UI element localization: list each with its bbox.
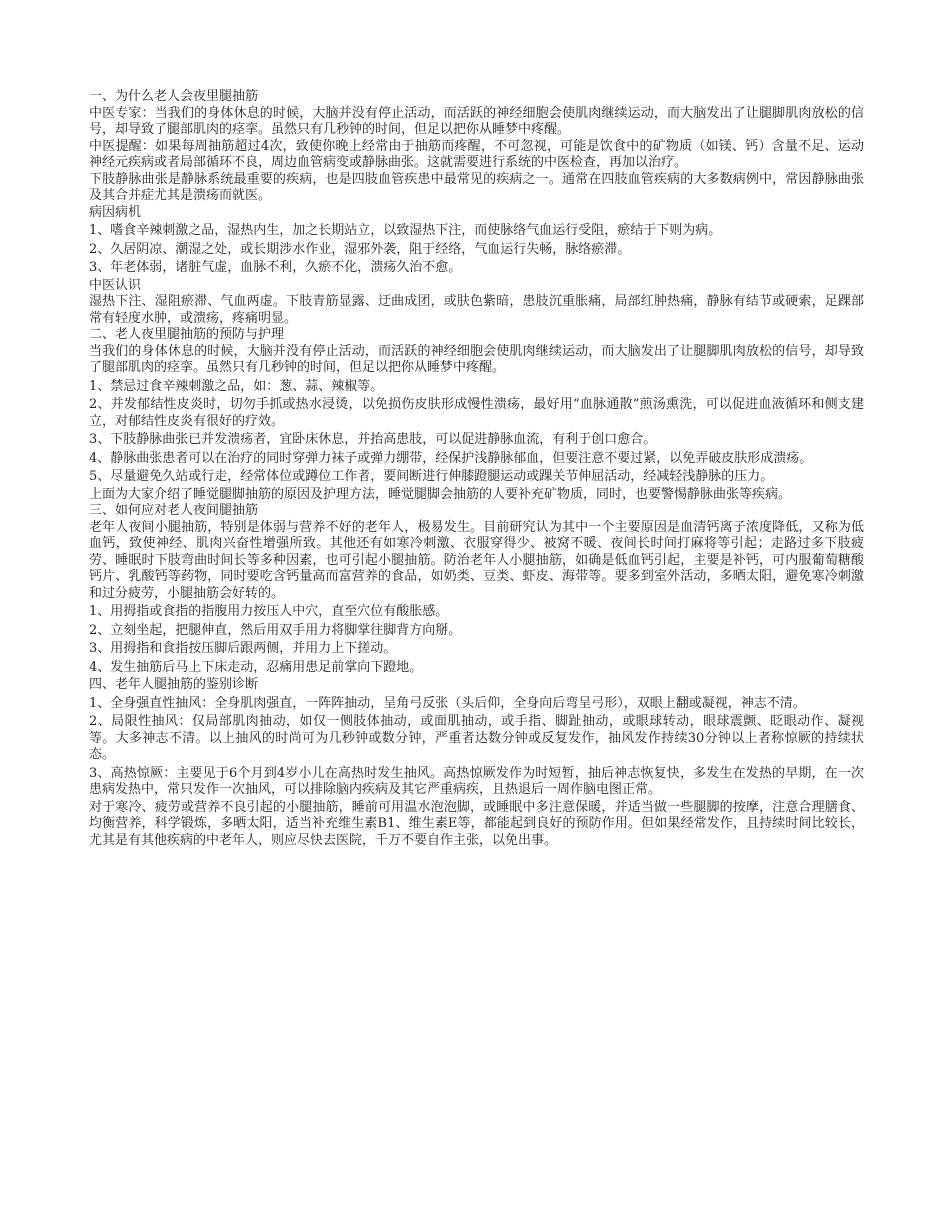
list-item: 1、全身强直性抽风：全身肌肉强直，一阵阵抽动，呈角弓反张（头后仰，全身向后弯呈弓形），双眼上翻或凝视，神志不清。 xyxy=(89,695,806,711)
section-heading: 病因病机 xyxy=(89,204,142,220)
list-item: 5、尽量避免久站或行走，经常体位或蹲位工作者，要间断进行伸膝蹬腿运动或踝关节伸屈活动，经减轻浅静脉的压力。 xyxy=(89,469,774,484)
document-body xyxy=(89,89,864,849)
list-item: 2、立刻坐起，把腿伸直，然后用双手用力将脚掌往脚背方向掰。 xyxy=(89,622,462,638)
list-item: 3、高热惊厥：主要见于6个月到4岁小儿在高热时发生抽风。高热惊厥发作为时短暂，抽后神志恢复快，多发生在发热的早期，在一次患病发热中，常只发作一次抽风，可以排除脑内疾病及其它严重病疾，且热退后一周作脑电图正常。 xyxy=(89,765,864,797)
list-item: 3、年老体弱，诸脏气虚，血脉不利，久瘀不化，溃疡久治不愈。 xyxy=(89,260,462,275)
list-item: 4、发生抽筋后马上下床走动，忍痛用患足前掌向下蹬地。 xyxy=(89,659,423,675)
paragraph: 当我们的身体休息的时候，大脑并没有停止活动，而活跃的神经细胞会使肌肉继续运动，而大脑发出了让腿脚肌肉放松的信号，却导致了腿部肌肉的痉挛。虽然只有几秒钟的时间，但足以把你从睡梦中疼醒。 xyxy=(89,343,864,375)
list-item: 3、用拇指和食指按压脚后跟两侧，并用力上下搓动。 xyxy=(89,641,397,656)
list-item: 2、局限性抽风：仅局部肌肉抽动，如仅一侧肢体抽动，或面肌抽动，或手指、脚趾抽动，或眼球转动，眼球震颤、眨眼动作、凝视等。大多神志不清。以上抽风的时尚可为几秒钟或数分钟，严重者达数分钟或反复发作，抽风发作持续30分钟以上者称惊厥的持续状态。 xyxy=(89,714,864,762)
list-item: 1、禁忌过食辛辣刺激之品，如：葱、蒜、辣椒等。 xyxy=(89,378,384,394)
list-item: 4、静脉曲张患者可以在治疗的同时穿弹力袜子或弹力绷带，经保护浅静脉郁血，但要注意不要过紧，以免弄破皮肤形成溃疡。 xyxy=(89,450,813,466)
list-item: 2、久居阴凉、潮湿之处，或长期涉水作业，湿邪外袭，阻于经络，气血运行失畅，脉络瘀滞。 xyxy=(89,241,631,257)
list-item: 3、下肢静脉曲张已并发溃疡者，宜卧床休息，并抬高患肢，可以促进静脉血流，有利于创口愈合。 xyxy=(89,432,657,447)
section-heading: 二、老人夜里腿抽筋的预防与护理 xyxy=(89,327,285,342)
section-heading: 三、如何应对老人夜间腿抽筋 xyxy=(89,503,259,518)
paragraph: 中医提醒：如果每周抽筋超过4次，致使你晚上经常由于抽筋而疼醒，不可忽视，可能是饮食中的矿物质（如镁、钙）含量不足、运动神经元疾病或者局部循环不良，周边血管病变或静脉曲张。这就需要进行系统的中医检查，再加以治疗。 xyxy=(89,138,864,170)
paragraph: 上面为大家介绍了睡觉腿脚抽筋的原因及护理方法，睡觉腿脚会抽筋的人要补充矿物质，同时，也要警惕静脉曲张等疾病。 xyxy=(89,486,792,502)
list-item: 2、并发郁结性皮炎时，切勿手抓或热水浸烫，以免损伤皮肤形成慢性溃疡，最好用“血脉通散”煎汤熏洗，可以促进血液循环和侧支建立，对郁结性皮炎有很好的疗效。 xyxy=(89,397,864,429)
section-heading: 一、为什么老人会夜里腿抽筋 xyxy=(89,89,259,104)
paragraph: 中医专家：当我们的身体休息的时候，大脑并没有停止活动，而活跃的神经细胞会使肌肉继续运动，而大脑发出了让腿脚肌肉放松的信号，却导致了腿部肌肉的痉挛。虽然只有几秒钟的时间，但足以把你从睡梦中疼醒。 xyxy=(89,105,864,137)
list-item: 1、用拇指或食指的指腹用力按压人中穴，直至穴位有酸胀感。 xyxy=(89,604,449,619)
list-item: 1、嗜食辛辣刺激之品，湿热内生，加之长期站立，以致湿热下注，而使脉络气血运行受阻，瘀结于下则为病。 xyxy=(89,223,722,238)
paragraph: 对于寒冷、疲劳或营养不良引起的小腿抽筋，睡前可用温水泡泡脚，或睡眠中多注意保暖，并适当做一些腿脚的按摩，注意合理膳食、均衡营养，科学锻炼，多晒太阳，适当补充维生素B1、维生素E等，都能起到良好的预防作用。但如果经常发作，且持续时间比较长，尤其是有其他疾病的中老年人，则应尽快去医院，千万不要自作主张，以免出事。 xyxy=(89,799,864,848)
section-heading: 中医认识 xyxy=(89,277,142,293)
section-heading: 四、老年人腿抽筋的鉴别诊断 xyxy=(89,677,259,692)
paragraph: 老年人夜间小腿抽筋，特别是体弱与营养不好的老年人，极易发生。目前研究认为其中一个主要原因是血清钙离子浓度降低，又称为低血钙，致使神经、肌肉兴奋性增强所致。其他还有如寒冷刺激、衣服穿得少、被窝不暖、夜间长时间打麻将等引起；走路过多下肢疲劳、睡眠时下肢弯曲时间长等多种因素，也可引起小腿抽筋。防治老年人小腿抽筋，如确是低血钙引起，主要是补钙，可内服葡萄糖酸钙片、乳酸钙等药物，同时要吃含钙量高而富营养的食品，如奶类、豆类、虾皮、海带等。要多到室外活动，多晒太阳，避免寒冷刺激和过分疲劳，小腿抽筋会好转的。 xyxy=(89,519,864,601)
paragraph: 湿热下注、湿阻瘀滞、气血两虚。下肢青筋显露、迂曲成团，或肤色紫暗，患肢沉重胀痛，局部红肿热痛，静脉有结节或硬索，足踝部常有轻度水肿，或溃疡，疼痛明显。 xyxy=(89,294,864,326)
paragraph: 下肢静脉曲张是静脉系统最重要的疾病，也是四肢血管疾患中最常见的疾病之一。通常在四肢血管疾病的大多数病例中，常因静脉曲张及其合并症尤其是溃疡而就医。 xyxy=(89,171,864,203)
